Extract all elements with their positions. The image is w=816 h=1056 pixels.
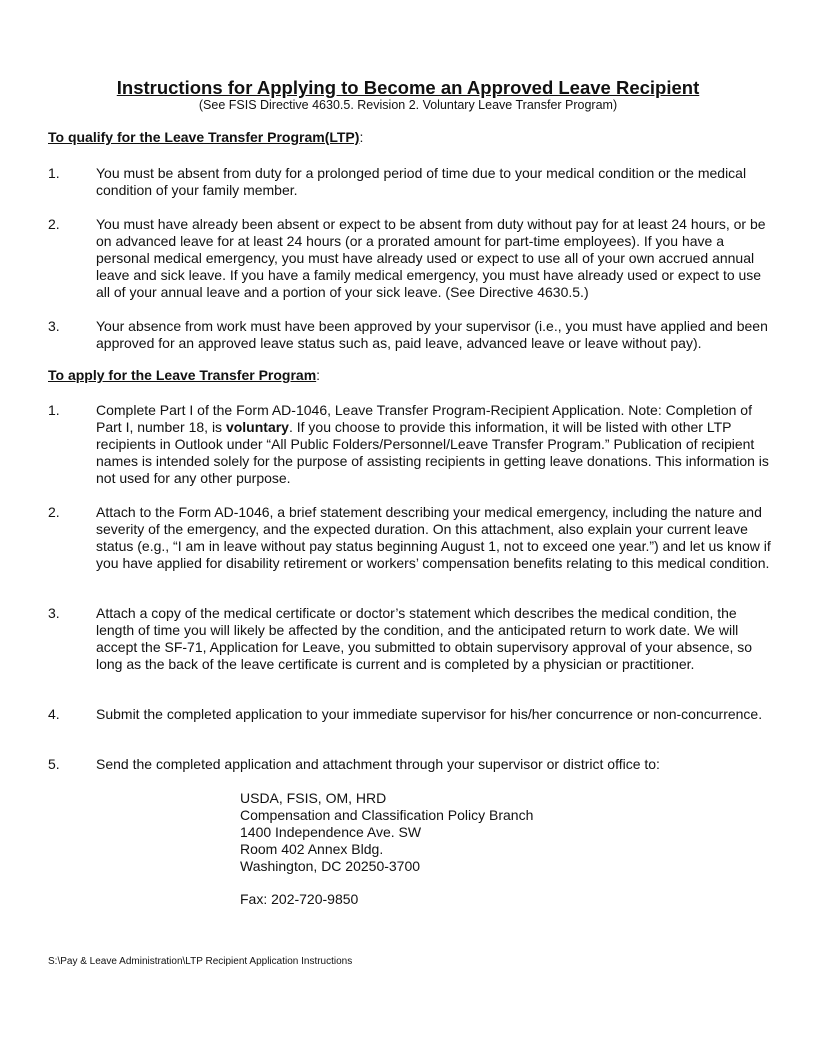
- apply-heading: [48, 367, 320, 383]
- qualify-heading-text: To qualify for the Leave Transfer Program(LTP): [48, 129, 360, 145]
- list-item-text: Send the completed application and attachment through your supervisor or district office to:: [96, 756, 660, 772]
- list-number: 3.: [48, 318, 60, 334]
- qualify-item-1: [48, 165, 772, 199]
- list-item-text: Attach a copy of the medical certificate or doctor’s statement which describes the medical condition, the length of time you will likely be affected by the condition, and the anticipated return to work date. We will accept the SF-71, Application for Leave, you submitted to obtain supervisory approval of your absence, so long as the back of the leave certificate is current and is completed by a physician or practitioner.: [96, 605, 753, 672]
- address-line-1: USDA, FSIS, OM, HRD: [240, 790, 387, 806]
- apply-heading-colon: :: [316, 367, 321, 383]
- list-number: 2.: [48, 504, 60, 520]
- apply-item-5: [48, 756, 772, 773]
- fax-number: Fax: 202-720-9850: [240, 891, 359, 907]
- list-number: 3.: [48, 605, 60, 621]
- address-line-2: Compensation and Classification Policy Branch: [240, 807, 534, 823]
- list-item-text: Your absence from work must have been approved by your supervisor (i.e., you must have applied and been approved for an approved leave status such as, paid leave, advanced leave or leave without pay).: [96, 318, 768, 351]
- list-number: 1.: [48, 402, 60, 418]
- address-line-3: 1400 Independence Ave. SW: [240, 824, 422, 840]
- list-number: 2.: [48, 216, 60, 232]
- page-subtitle: (See FSIS Directive 4630.5. Revision 2. Voluntary Leave Transfer Program): [198, 98, 618, 112]
- apply-item-4: [48, 706, 772, 723]
- apply-item-3: [48, 605, 772, 673]
- page-title: Instructions for Applying to Become an Approved Leave Recipient: [116, 77, 700, 98]
- qualify-item-3: [48, 318, 772, 352]
- list-number: 1.: [48, 165, 60, 181]
- apply-item-2: [48, 504, 772, 572]
- qualify-item-2: [48, 216, 772, 301]
- mailing-address: [240, 790, 533, 875]
- address-line-5: Washington, DC 20250-3700: [240, 858, 421, 874]
- list-item-text-part-a: Complete Part I of the Form AD-1046, Leave Transfer Program-Recipient Application. Note: Completion of Part I, number 18, is: [96, 402, 752, 435]
- qualify-heading-colon: :: [359, 129, 364, 145]
- list-item-text: You must be absent from duty for a prolonged period of time due to your medical condition or the medical condition of your family member.: [96, 165, 747, 198]
- list-item-text: [96, 402, 772, 487]
- voluntary-emphasis: voluntary: [225, 419, 289, 435]
- list-item-text-part-b: . If you choose to provide this information, it will be listed with other LTP recipients in Outlook under “All Public Folders/Personnel/Leave Transfer Program.” Publication of recipient names is intended solely for the purpose of assisting recipients in getting leave donations. This information is not used for any other purpose.: [96, 419, 769, 486]
- list-item-text: Submit the completed application to your immediate supervisor for his/her concurrence or non-concurrence.: [96, 706, 763, 722]
- qualify-heading: [48, 129, 363, 145]
- apply-item-1: [48, 402, 772, 487]
- apply-heading-text: To apply for the Leave Transfer Program: [48, 367, 317, 383]
- list-item-text: Attach to the Form AD-1046, a brief statement describing your medical emergency, including the nature and severity of the emergency, and the expected duration. On this attachment, also explain your current leave status (e.g., “I am in leave without pay status beginning August 1, not to exceed one year.”) and let us know if you have applied for disability retirement or workers’ compensation benefits relating to this medical condition.: [96, 504, 771, 571]
- list-number: 4.: [48, 706, 60, 722]
- list-number: 5.: [48, 756, 60, 772]
- address-line-4: Room 402 Annex Bldg.: [240, 841, 384, 857]
- file-path-footer: S:\Pay & Leave Administration\LTP Recipient Application Instructions: [48, 956, 353, 967]
- list-item-text: You must have already been absent or expect to be absent from duty without pay for at least 24 hours, or be on advanced leave for at least 24 hours (or a prorated amount for part-time employees). If you have a personal medical emergency, you must have already used or expect to use all of your own accrued annual leave and sick leave. If you have a family medical emergency, you must have already used or expect to use all of your annual leave and a portion of your sick leave. (See Directive 4630.5.): [96, 216, 766, 300]
